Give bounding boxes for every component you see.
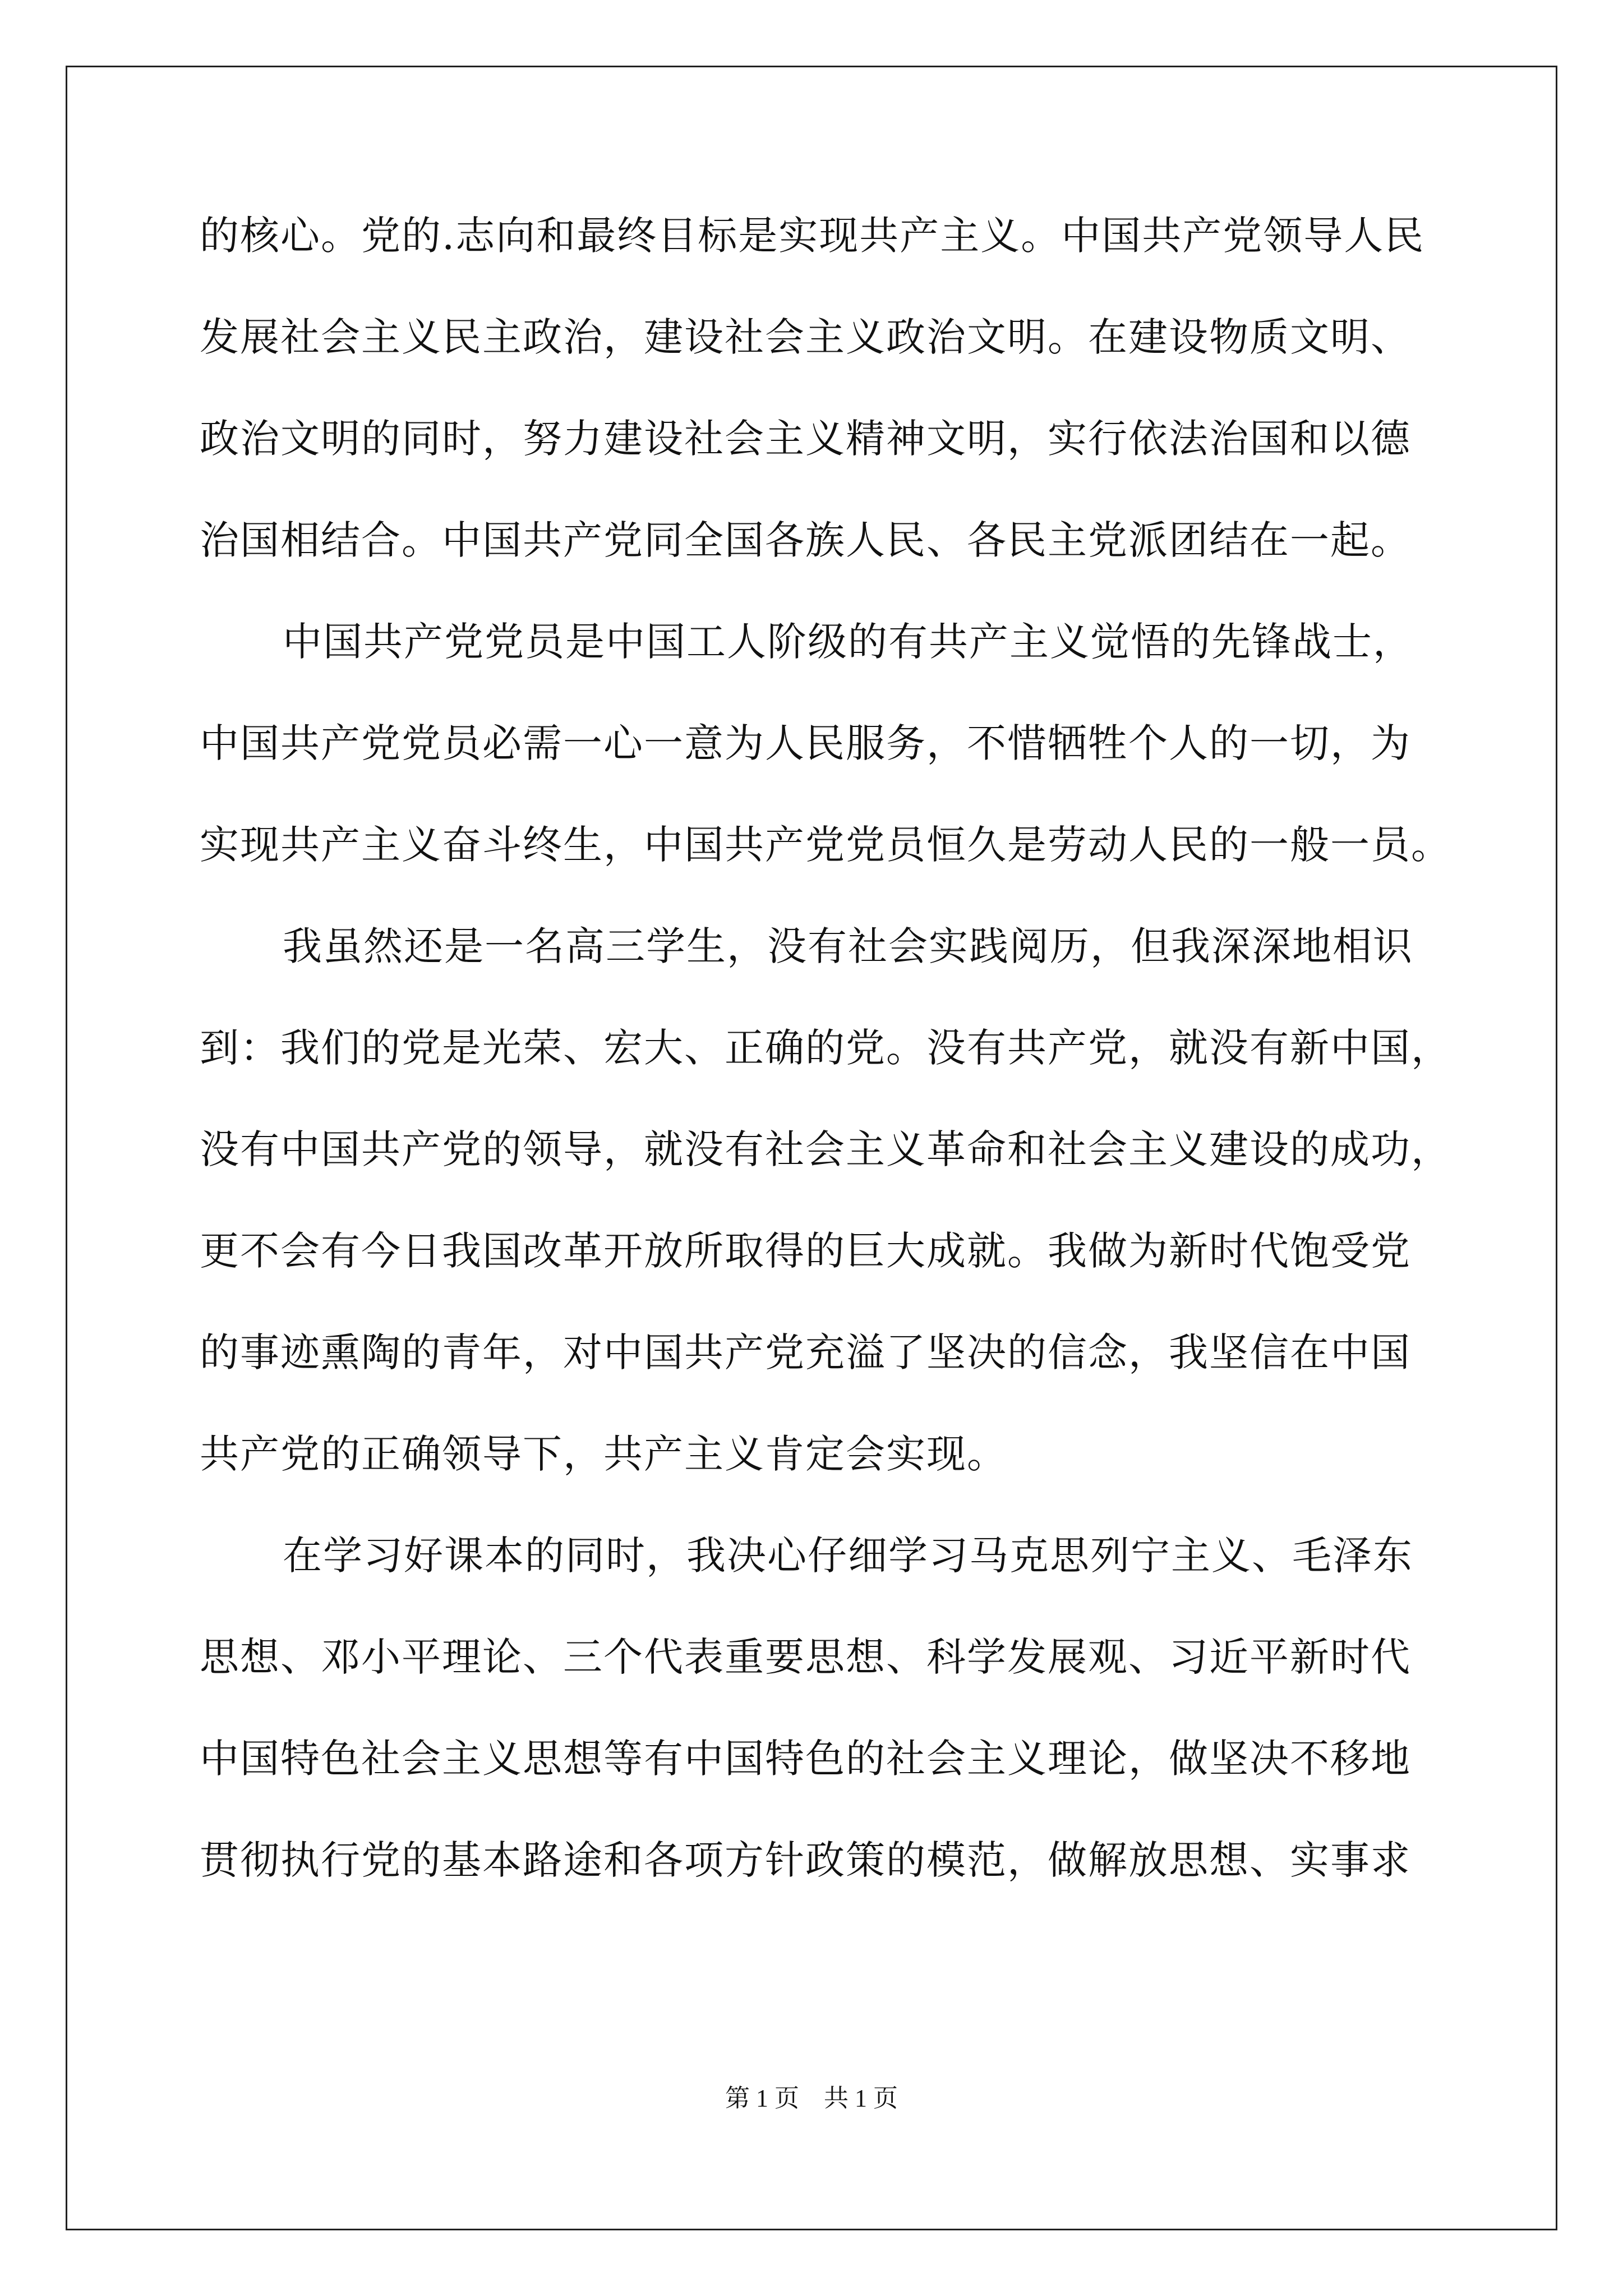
text-line: 发展社会主义民主政治，建设社会主义政治文明。在建设物质文明、	[200, 314, 1411, 360]
text-line: 实现共产主义奋斗终生，中国共产党党员恒久是劳动人民的一般一员。	[200, 822, 1451, 868]
text-line: 中国共产党党员是中国工人阶级的有共产主义觉悟的先锋战士，	[283, 619, 1413, 665]
text-line: 治国相结合。中国共产党同全国各族人民、各民主党派团结在一起。	[200, 517, 1411, 563]
document-body	[200, 213, 1451, 1883]
text-line: 在学习好课本的同时，我决心仔细学习马克思列宁主义、毛泽东	[283, 1533, 1413, 1579]
text-line: 没有中国共产党的领导，就没有社会主义革命和社会主义建设的成功，	[200, 1126, 1451, 1172]
text-line: 中国特色社会主义思想等有中国特色的社会主义理论，做坚决不移地	[200, 1736, 1411, 1782]
text-line: 我虽然还是一名高三学生，没有社会实践阅历，但我深深地相识	[283, 923, 1413, 969]
text-line: 政治文明的同时，努力建设社会主义精神文明，实行依法治国和以德	[200, 416, 1411, 462]
text-line: 的事迹熏陶的青年，对中国共产党充溢了坚决的信念，我坚信在中国	[200, 1329, 1411, 1375]
text-line: 的核心。党的.志向和最终目标是实现共产主义。中国共产党领导人民	[200, 213, 1425, 259]
text-line: 中国共产党党员必需一心一意为人民服务，不惜牺牲个人的一切，为	[200, 720, 1411, 766]
text-line: 思想、邓小平理论、三个代表重要思想、科学发展观、习近平新时代	[200, 1634, 1411, 1680]
text-line: 到：我们的党是光荣、宏大、正确的党。没有共产党，就没有新中国，	[200, 1025, 1451, 1071]
text-line: 更不会有今日我国改革开放所取得的巨大成就。我做为新时代饱受党	[200, 1228, 1411, 1274]
text-line: 共产党的正确领导下，共产主义肯定会实现。	[200, 1431, 1007, 1477]
text-line: 贯彻执行党的基本路途和各项方针政策的模范，做解放思想、实事求	[200, 1837, 1411, 1883]
page-footer: 第 1 页 共 1 页	[725, 2085, 898, 2112]
